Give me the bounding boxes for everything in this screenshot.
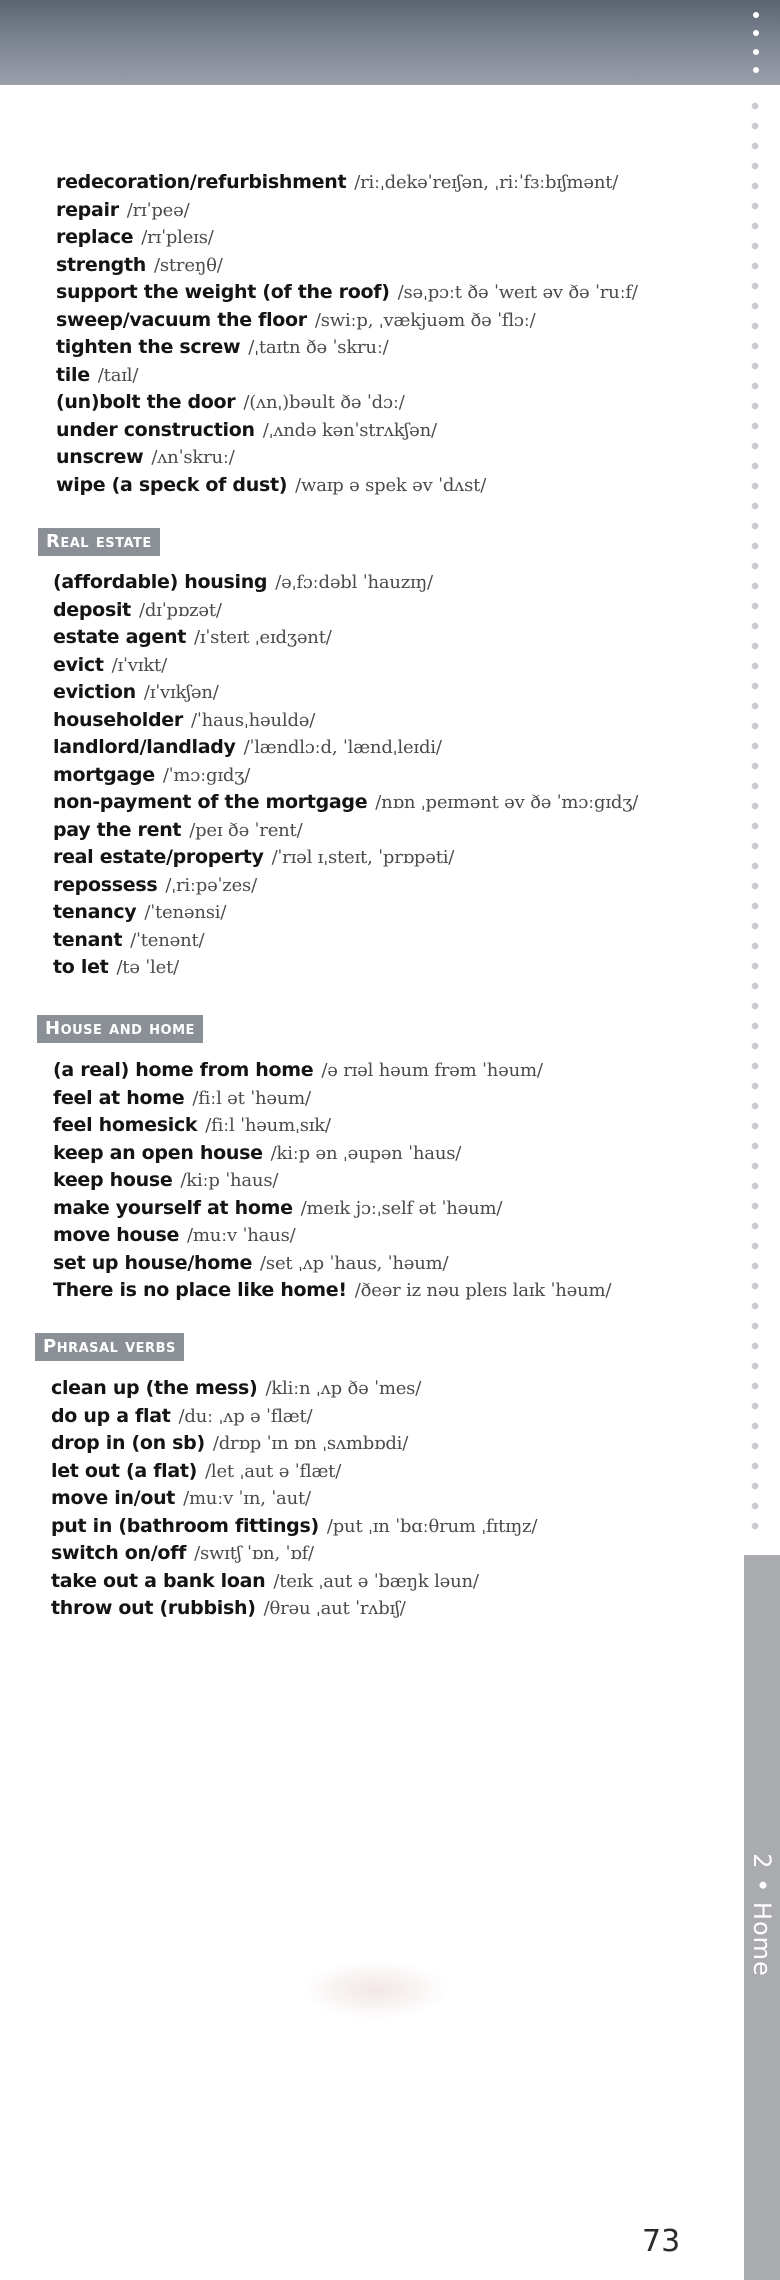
entry-term: (affordable) housing — [53, 571, 268, 593]
entry-term: There is no place like home! — [53, 1279, 347, 1301]
entry-pronunciation: /swiːp, ˌvækjuəm ðə ˈflɔː/ — [314, 309, 536, 331]
entry-pronunciation: /muːv ˈɪn, ˈaut/ — [183, 1488, 311, 1509]
glossary-entry — [53, 928, 204, 953]
glossary-entry — [51, 1486, 311, 1511]
entry-term: redecoration/refurbishment — [56, 171, 347, 193]
entry-term: tile — [56, 363, 90, 386]
entry-term: make yourself at home — [53, 1196, 293, 1219]
entry-term: deposit — [53, 598, 131, 621]
entry-term: do up a flat — [51, 1404, 171, 1427]
entry-term: set up house/home — [53, 1251, 253, 1274]
glossary-entry — [56, 390, 405, 415]
glossary-entry — [53, 598, 222, 623]
entry-term: unscrew — [56, 446, 144, 468]
entry-term: evict — [53, 653, 104, 676]
entry-term: throw out (rubbish) — [51, 1597, 256, 1619]
entry-pronunciation: /əˌfɔːdəbl ˈhauzɪŋ/ — [275, 572, 433, 593]
page-number: 73 — [642, 2224, 681, 2259]
entry-pronunciation: /ɪˈvɪkt/ — [111, 654, 167, 676]
entry-term: take out a bank loan — [51, 1569, 266, 1592]
glossary-entry — [56, 280, 638, 305]
entry-pronunciation: /streŋθ/ — [153, 254, 223, 276]
entry-pronunciation: /waɪp ə spek əv ˈdʌst/ — [295, 474, 487, 496]
entry-term: repair — [56, 198, 119, 221]
entry-pronunciation: /nɒn ˌpeɪmənt əv ðə ˈmɔːgɪdʒ/ — [375, 792, 639, 813]
glossary-entry — [51, 1569, 479, 1594]
glossary-entry — [53, 873, 257, 898]
entry-term: strength — [56, 253, 146, 276]
entry-pronunciation: /ˈhausˌhəuldə/ — [190, 709, 316, 731]
glossary-entry — [56, 445, 235, 470]
entry-pronunciation: /ə rɪəl həum frəm ˈhəum/ — [321, 1060, 543, 1081]
entry-pronunciation: /kliːn ˌʌp ðə ˈmes/ — [265, 1378, 422, 1399]
entry-pronunciation: /riːˌdekəˈreɪʃən, ˌriːˈfɜːbɪʃmənt/ — [354, 172, 619, 193]
entry-pronunciation: /kiːp ən ˌəupən ˈhaus/ — [270, 1142, 462, 1164]
entry-term: drop in (on sb) — [51, 1432, 205, 1454]
glossary-entry — [53, 1113, 331, 1138]
chapter-side-tab — [744, 1555, 780, 2280]
glossary-entry — [53, 625, 332, 650]
glossary-entry — [53, 1086, 311, 1111]
glossary-entry — [56, 170, 618, 195]
entry-pronunciation: /ˈmɔːgɪdʒ/ — [162, 764, 251, 786]
glossary-entry — [56, 308, 536, 333]
entry-pronunciation: /ˌʌndə kənˈstrʌkʃən/ — [262, 419, 437, 441]
entry-pronunciation: /ˌriːpəˈzes/ — [165, 874, 257, 896]
entry-term: sweep/vacuum the floor — [56, 308, 307, 331]
entry-pronunciation: /ɪˈvɪkʃən/ — [143, 682, 219, 703]
entry-pronunciation: /duː ˌʌp ə ˈflæt/ — [178, 1405, 313, 1427]
entry-term: move in/out — [51, 1487, 176, 1509]
entry-term: landlord/landlady — [53, 736, 236, 758]
glossary-entry — [53, 955, 179, 980]
glossary-entry — [53, 1058, 543, 1083]
entry-pronunciation: /səˌpɔːt ðə ˈweɪt əv ðə ˈruːf/ — [397, 282, 638, 303]
entry-term: feel at home — [53, 1086, 185, 1109]
entry-pronunciation: /ˈrɪəl ɪˌsteɪt, ˈprɒpəti/ — [271, 847, 455, 868]
glossary-entry — [51, 1404, 312, 1429]
entry-pronunciation: /ˈtenənt/ — [130, 929, 205, 951]
entry-pronunciation: /teɪk ˌaut ə ˈbæŋk ləun/ — [273, 1570, 479, 1592]
entry-pronunciation: /dɪˈpɒzət/ — [138, 599, 222, 621]
entry-term: eviction — [53, 681, 136, 703]
entry-term: put in (bathroom fittings) — [51, 1514, 319, 1537]
glossary-entry — [51, 1431, 408, 1456]
header-dots — [752, 0, 760, 85]
entry-pronunciation: /put ˌɪn ˈbɑːθrum ˌfɪtɪŋz/ — [326, 1515, 538, 1537]
paper-smudge — [300, 1960, 450, 2020]
glossary-entry — [51, 1376, 421, 1401]
glossary-entry — [56, 253, 223, 278]
entry-term: (un)bolt the door — [56, 391, 236, 413]
entry-term: clean up (the mess) — [51, 1377, 258, 1399]
glossary-entry — [51, 1541, 314, 1566]
entry-pronunciation: /θrəu ˌaut ˈrʌbɪʃ/ — [263, 1598, 406, 1619]
glossary-entry — [56, 418, 437, 443]
entry-pronunciation: /drɒp ˈɪn ɒn ˌsʌmbɒdi/ — [212, 1433, 409, 1454]
entry-term: feel homesick — [53, 1114, 198, 1136]
entry-pronunciation: /meɪk jɔːˌself ət ˈhəum/ — [300, 1197, 503, 1219]
entry-term: pay the rent — [53, 818, 182, 841]
entry-term: keep an open house — [53, 1141, 263, 1164]
glossary-entry — [53, 1223, 296, 1248]
glossary-entry — [53, 1196, 502, 1221]
glossary-entry — [53, 900, 226, 925]
section-heading-real-estate: Real estate — [38, 528, 160, 556]
entry-pronunciation: /rɪˈpleɪs/ — [141, 227, 214, 248]
glossary-entry — [53, 1141, 461, 1166]
entry-term: tenancy — [53, 901, 137, 923]
entry-term: let out (a flat) — [51, 1459, 198, 1482]
entry-term: to let — [53, 956, 109, 978]
glossary-entry — [51, 1596, 406, 1621]
entry-term: tighten the screw — [56, 336, 241, 358]
glossary-entry — [53, 680, 219, 705]
entry-pronunciation: /kiːp ˈhaus/ — [180, 1170, 279, 1191]
entry-term: estate agent — [53, 626, 186, 648]
top-header-band — [0, 0, 780, 85]
glossary-entry — [53, 818, 302, 843]
glossary-entry — [53, 570, 433, 595]
entry-pronunciation: /let ˌaut ə ˈflæt/ — [205, 1460, 342, 1482]
entry-pronunciation: /ɪˈsteɪt ˌeɪdʒənt/ — [194, 627, 332, 648]
entry-term: non-payment of the mortgage — [53, 791, 368, 813]
entry-pronunciation: /fiːl ət ˈhəum/ — [192, 1087, 311, 1109]
entry-pronunciation: /swɪtʃ ˈɒn, ˈɒf/ — [194, 1543, 314, 1564]
glossary-entry — [53, 763, 250, 788]
glossary-entry — [56, 473, 486, 498]
glossary-entry — [53, 653, 167, 678]
entry-term: keep house — [53, 1169, 173, 1191]
glossary-entry — [53, 845, 454, 870]
entry-pronunciation: /ˈlændlɔːd, ˈlændˌleɪdi/ — [243, 737, 442, 758]
entry-pronunciation: /ˌtaɪtn ðə ˈskruː/ — [248, 337, 389, 358]
entry-pronunciation: /ðeər iz nəu pleɪs laɪk ˈhəum/ — [354, 1280, 612, 1301]
entry-pronunciation: /muːv ˈhaus/ — [187, 1225, 296, 1246]
entry-term: real estate/property — [53, 846, 264, 868]
glossary-entry — [53, 1251, 448, 1276]
glossary-entry — [53, 1168, 278, 1193]
glossary-entry — [56, 363, 138, 388]
entry-term: wipe (a speck of dust) — [56, 473, 288, 496]
entry-pronunciation: /tə ˈlet/ — [116, 957, 179, 978]
glossary-entry — [56, 225, 214, 250]
glossary-entry — [53, 735, 442, 760]
chapter-tab-label: 2 • Home — [748, 1853, 776, 1977]
entry-term: tenant — [53, 928, 123, 951]
entry-pronunciation: /ʌnˈskruː/ — [151, 447, 235, 468]
glossary-entry — [53, 790, 638, 815]
glossary-entry — [51, 1514, 537, 1539]
entry-term: mortgage — [53, 763, 155, 786]
section-heading-house-and-home: House and home — [37, 1015, 203, 1043]
glossary-entry — [56, 198, 189, 223]
glossary-entry — [53, 1278, 611, 1303]
entry-pronunciation: /(ʌnˌ)bəult ðə ˈdɔː/ — [243, 392, 405, 413]
entry-term: move house — [53, 1224, 180, 1246]
entry-pronunciation: /fiːl ˈhəumˌsɪk/ — [205, 1115, 331, 1136]
entry-term: under construction — [56, 418, 255, 441]
entry-term: repossess — [53, 873, 158, 896]
entry-pronunciation: /peɪ ðə ˈrent/ — [189, 819, 303, 841]
entry-pronunciation: /set ˌʌp ˈhaus, ˈhəum/ — [260, 1252, 449, 1274]
entry-term: (a real) home from home — [53, 1059, 314, 1081]
entry-term: householder — [53, 708, 183, 731]
entry-pronunciation: /rɪˈpeə/ — [126, 199, 190, 221]
dotted-margin-decoration — [749, 96, 761, 1536]
entry-term: support the weight (of the roof) — [56, 281, 390, 303]
glossary-entry — [53, 708, 315, 733]
glossary-entry — [56, 335, 389, 360]
entry-term: switch on/off — [51, 1542, 187, 1564]
entry-pronunciation: /taɪl/ — [97, 364, 139, 386]
entry-pronunciation: /ˈtenənsi/ — [144, 902, 227, 923]
glossary-entry — [51, 1459, 341, 1484]
section-heading-phrasal-verbs: Phrasal verbs — [35, 1333, 184, 1361]
entry-term: replace — [56, 226, 134, 248]
